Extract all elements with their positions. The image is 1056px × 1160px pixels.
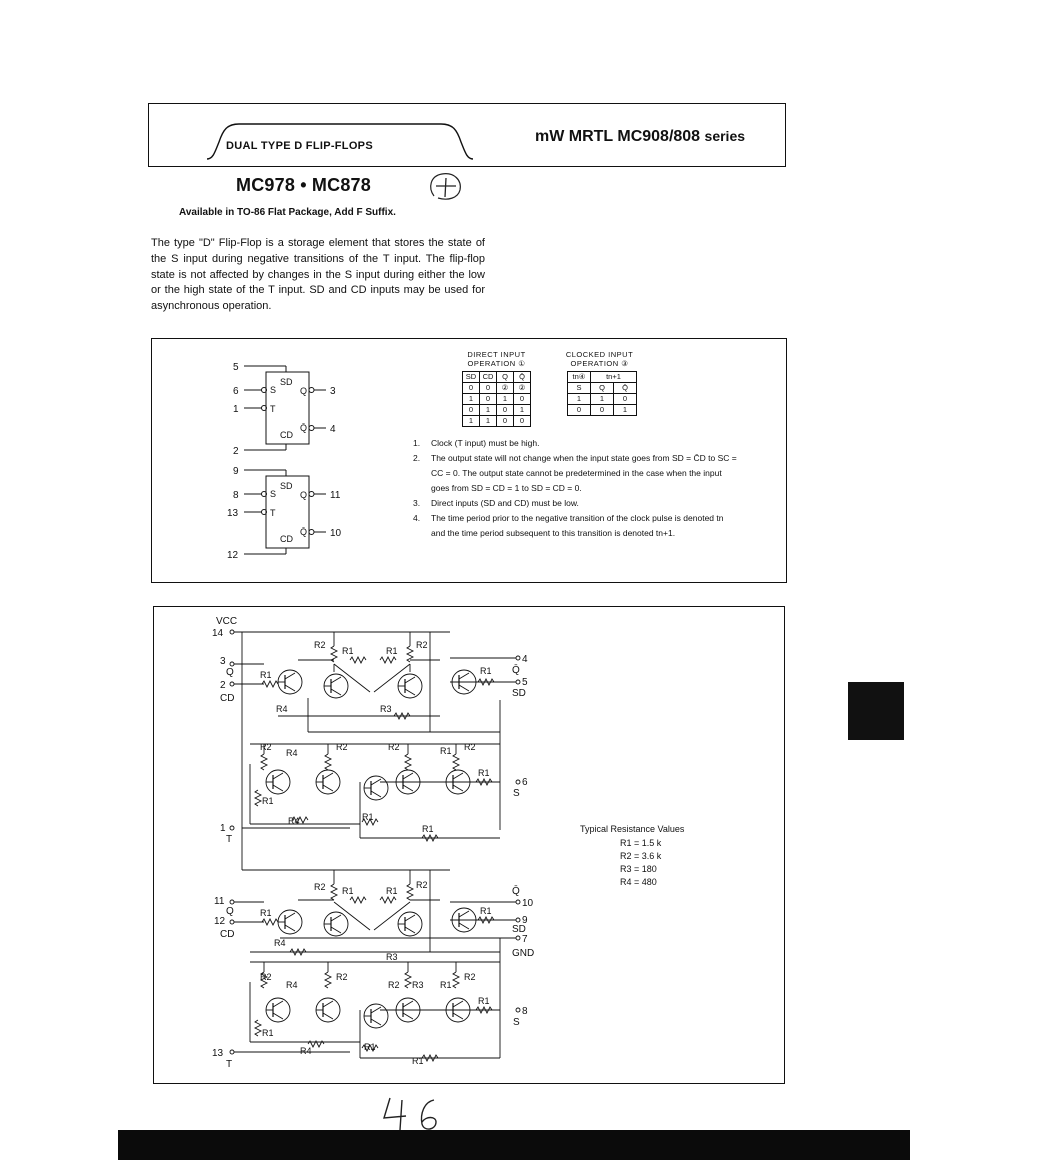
scan-bottom-bar — [118, 1130, 910, 1160]
resistor-label: R2 — [464, 972, 476, 982]
pin-label: 5 — [522, 677, 528, 688]
pin-label: Q̄ — [512, 665, 520, 676]
table-header: tn④ — [568, 372, 591, 383]
ff2-label-sd: SD — [280, 481, 293, 491]
table-header: Q — [591, 383, 614, 394]
note-item — [413, 451, 739, 496]
ff1-pin-s: 6 — [233, 386, 239, 397]
table-header: S — [568, 383, 591, 394]
resistor-label: R2 — [464, 742, 476, 752]
resistor-label: R1 — [262, 1028, 274, 1038]
table-header: tn+1 — [591, 372, 637, 383]
ff1-label-q: Q — [300, 386, 308, 396]
table-cell: 0 — [514, 416, 531, 427]
resistor-label: R3 — [380, 704, 392, 714]
table-cell: 0 — [463, 383, 480, 394]
table-cell: 1 — [568, 394, 591, 405]
pin-label: 10 — [522, 898, 534, 909]
ff2-pin-sd: 9 — [233, 466, 239, 477]
pin-label: S — [513, 1017, 520, 1028]
pin-label: 9 — [522, 915, 528, 926]
resistor-label: R2 — [388, 742, 400, 752]
clocked-input-table — [567, 371, 637, 416]
pin-label: SD — [512, 924, 526, 935]
pin-label: 13 — [212, 1048, 224, 1059]
resistance-value: R3 = 180 — [620, 864, 657, 874]
note-text: The output state will not change when the input state goes from SD = C̄D to SC = CC = 0. The output state cannot be predetermined in the case when the input goes from SD = CD = 1 to SD = CD = 0. — [431, 453, 737, 493]
resistance-value: R4 = 480 — [620, 877, 657, 887]
ff2-pin-q: 11 — [330, 490, 341, 501]
table-cell: 0 — [480, 394, 497, 405]
notes-list — [413, 436, 739, 541]
ff2-label-s: S — [270, 489, 277, 499]
handwritten-plus-mark — [426, 170, 466, 204]
ff1-label-qbar: Q̄ — [300, 423, 308, 433]
table-cell: 0 — [480, 383, 497, 394]
pin-label: 12 — [214, 916, 226, 927]
resistor-label: R2 — [314, 882, 326, 892]
resistance-value: R2 = 3.6 k — [620, 851, 662, 861]
ff2-pin-t: 13 — [227, 508, 239, 519]
page-number-text: 46 — [380, 1094, 382, 1095]
resistor-label: R1 — [386, 646, 398, 656]
part-numbers: MC978 • MC878 — [236, 175, 371, 195]
resistor-label: R1 — [260, 670, 272, 680]
pin-label: 14 — [212, 628, 224, 639]
resistor-label: R1 — [362, 812, 374, 822]
resistor-label: R1 — [440, 746, 452, 756]
note-text: The time period prior to the negative transition of the clock pulse is denoted tn and the time period subsequent to this transition is denoted tn+1. — [431, 513, 724, 538]
resistor-label: R2 — [260, 972, 272, 982]
resistor-label: R1 — [262, 796, 274, 806]
resistor-label: R1 — [480, 666, 492, 676]
resistor-label: R4 — [274, 938, 286, 948]
pin-label: SD — [512, 688, 526, 699]
note-number: 4. — [413, 513, 421, 523]
table-cell: 0 — [568, 405, 591, 416]
description-paragraph: The type "D" Flip-Flop is a storage element that stores the state of the S input during negative transitions of the T input. The flip-flop state is not affected by changes in the S input during either the low or the high state of the T input. SD and CD inputs may be used for asynchronous operation. — [151, 237, 485, 313]
table-header: CD — [480, 372, 497, 383]
table-cell: 0 — [497, 405, 514, 416]
ff2-label-t: T — [270, 508, 276, 518]
table-cell: 1 — [614, 405, 637, 416]
clocked-input-block — [562, 350, 637, 416]
table-cell: 1 — [480, 405, 497, 416]
series-suffix: series — [704, 128, 746, 144]
note-number: 3. — [413, 498, 421, 508]
table-header: SD — [463, 372, 480, 383]
series-title — [535, 128, 745, 146]
ff1-label-t: T — [270, 404, 276, 414]
pin-label: 1 — [220, 823, 226, 834]
resistor-label: R4 — [276, 704, 288, 714]
ff1-pin-q: 3 — [330, 386, 336, 397]
gnd-label: GND — [512, 948, 535, 959]
note-text: Direct inputs (SD and CD) must be low. — [431, 498, 579, 508]
ff2-label-q: Q — [300, 490, 308, 500]
note-item — [413, 511, 739, 541]
resistor-label: R1 — [478, 996, 490, 1006]
table-cell: 0 — [497, 416, 514, 427]
ff1-pin-cd: 2 — [233, 446, 239, 457]
ff2-pin-qbar: 10 — [330, 528, 342, 539]
table-cell: 1 — [480, 416, 497, 427]
pin-label: T — [226, 834, 233, 845]
resistor-label: R1 — [364, 1042, 376, 1052]
note-item — [413, 496, 739, 511]
resistor-label: R1 — [480, 906, 492, 916]
direct-input-table — [462, 371, 531, 427]
header-tab-label: DUAL TYPE D FLIP-FLOPS — [226, 140, 373, 152]
resistor-label: R1 — [412, 1056, 424, 1066]
pin-label: S — [513, 788, 520, 799]
clocked-input-caption-1: CLOCKED INPUT — [565, 350, 634, 359]
resistance-title: Typical Resistance Values — [580, 824, 685, 834]
table-cell: ② — [514, 383, 531, 394]
note-item — [413, 436, 739, 451]
pin-label: 2 — [220, 680, 226, 691]
table-cell: 0 — [514, 394, 531, 405]
scan-artifact-blob — [848, 682, 904, 740]
vcc-label: VCC — [216, 616, 238, 627]
ff1-pin-qbar: 4 — [330, 424, 336, 435]
direct-input-caption-2: OPERATION ① — [467, 359, 526, 368]
pin-label: T — [226, 1059, 233, 1070]
note-number: 1. — [413, 438, 421, 448]
direct-input-caption-1: DIRECT INPUT — [467, 350, 526, 359]
table-cell: 1 — [497, 394, 514, 405]
table-cell: 0 — [463, 405, 480, 416]
pin-label: 4 — [522, 654, 528, 665]
resistor-label: R1 — [422, 824, 434, 834]
handwritten-page-number — [380, 1094, 444, 1134]
circuit-schematic — [200, 612, 550, 1076]
table-cell: 0 — [591, 405, 614, 416]
resistor-label: R2 — [260, 742, 272, 752]
ff1-label-sd: SD — [280, 377, 293, 387]
resistor-label: R1 — [260, 908, 272, 918]
pin-label: Q — [226, 906, 234, 917]
resistor-label: R1 — [342, 886, 354, 896]
note-text: Clock (T input) must be high. — [431, 438, 540, 448]
bottom-flipflop-circuit — [234, 870, 516, 1061]
ff2-label-cd: CD — [280, 534, 293, 544]
series-prefix: mW MRTL MC908/808 — [535, 128, 701, 145]
resistor-label: R4 — [286, 980, 298, 990]
resistor-label: R3 — [386, 952, 398, 962]
resistor-label: R2 — [416, 640, 428, 650]
clocked-input-caption-2: OPERATION ③ — [570, 359, 629, 368]
ff1-pin-sd: 5 — [233, 362, 239, 373]
ff1-label-s: S — [270, 385, 277, 395]
pin-label: 11 — [214, 896, 225, 907]
resistor-label: R2 — [336, 742, 348, 752]
pin-label: Q̄ — [512, 886, 520, 897]
ff2-pin-s: 8 — [233, 490, 239, 501]
logic-symbol-diagram — [220, 356, 350, 566]
pin-label: 7 — [522, 934, 528, 945]
resistance-values — [580, 823, 684, 889]
note-number: 2. — [413, 453, 421, 463]
pin-label: Q — [226, 667, 234, 678]
pin-label: 6 — [522, 777, 528, 788]
table-header: Q — [497, 372, 514, 383]
table-header: Q̄ — [514, 372, 531, 383]
table-cell: 1 — [591, 394, 614, 405]
table-cell: ② — [497, 383, 514, 394]
resistor-label: R1 — [440, 980, 452, 990]
ff2-pin-cd: 12 — [227, 550, 239, 561]
pin-label: CD — [220, 929, 235, 940]
availability-note: Available in TO-86 Flat Package, Add F Suffix. — [179, 207, 396, 218]
direct-input-block — [462, 350, 531, 427]
resistance-value: R1 = 1.5 k — [620, 838, 662, 848]
resistor-label: R2 — [314, 640, 326, 650]
resistor-label: R2 — [336, 972, 348, 982]
resistor-label: R1 — [386, 886, 398, 896]
ff1-pin-t: 1 — [233, 404, 239, 415]
table-cell: 0 — [614, 394, 637, 405]
resistor-label: R1 — [478, 768, 490, 778]
resistor-label: R3 — [412, 980, 424, 990]
resistor-label: R2 — [416, 880, 428, 890]
pin-label: 8 — [522, 1006, 528, 1017]
table-cell: 1 — [463, 394, 480, 405]
resistor-label: R4 — [300, 1046, 312, 1056]
table-cell: 1 — [463, 416, 480, 427]
table-header: Q̄ — [614, 383, 637, 394]
ff1-label-cd: CD — [280, 430, 293, 440]
pin-label: 3 — [220, 656, 226, 667]
resistor-label: R4 — [286, 748, 298, 758]
resistor-label: R1 — [342, 646, 354, 656]
table-cell: 1 — [514, 405, 531, 416]
pin-label: CD — [220, 693, 235, 704]
ff2-label-qbar: Q̄ — [300, 527, 308, 537]
resistor-label: R4 — [288, 816, 300, 826]
resistor-label: R2 — [388, 980, 400, 990]
